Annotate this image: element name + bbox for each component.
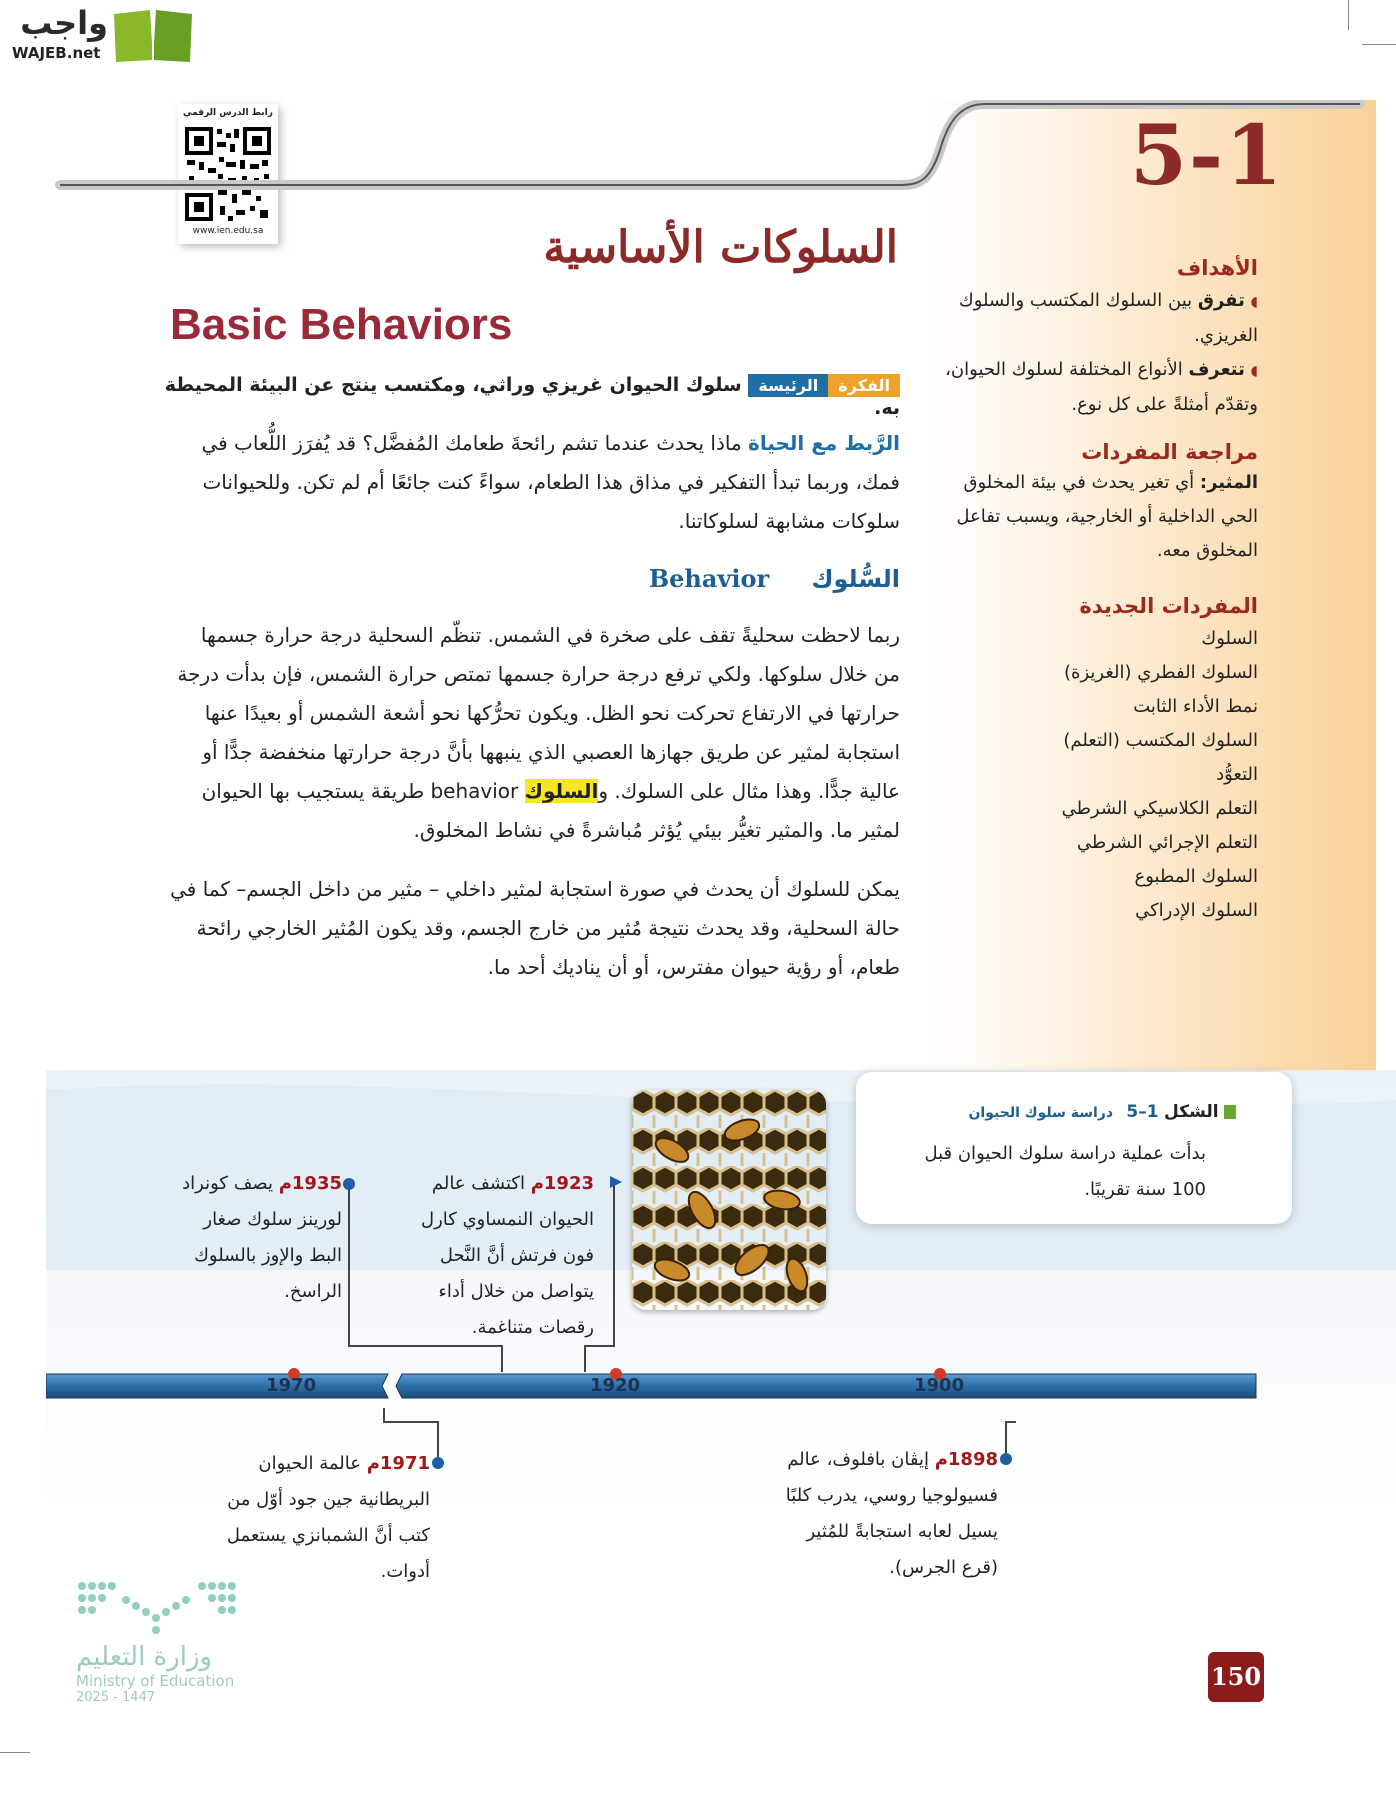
section-heading-en: Behavior <box>648 564 770 593</box>
section-heading <box>600 564 900 593</box>
vocab-item: نمط الأداء الثابت <box>1133 696 1258 717</box>
timeline-event-1935 <box>170 1166 342 1310</box>
figure-title: دراسة سلوك الحيوان <box>968 1105 1114 1121</box>
main-idea <box>160 374 900 419</box>
real-world-label: الرَّبط مع الحياة <box>748 431 900 455</box>
event-year: 1935م <box>278 1173 342 1194</box>
objective-1 <box>938 284 1258 353</box>
main-idea-tag-2: الرئيسة <box>748 374 828 397</box>
timeline-bar <box>46 1364 1262 1426</box>
tick-1970: 1970 <box>266 1375 317 1396</box>
ministry-dots-icon <box>76 1580 246 1636</box>
vocab-item: السلوك المطبوع <box>1134 866 1258 887</box>
tick-1900: 1900 <box>914 1375 965 1396</box>
figure-title-line <box>968 1102 1236 1122</box>
event-year: 1898م <box>934 1449 998 1470</box>
main-idea-text: سلوك الحيوان غريزي وراثي، ومكتسب ينتج عن البيئة المحيطة به. <box>164 374 900 419</box>
event-year: 1923م <box>530 1173 594 1194</box>
ministry-ar: وزارة التعليم <box>76 1642 213 1672</box>
figure-label: الشكل <box>1164 1102 1219 1122</box>
page-title-en: Basic Behaviors <box>170 300 513 349</box>
figure-square-icon <box>1224 1105 1236 1119</box>
event-text: اكتشف عالم الحيوان النمساوي كارل فون فرتش أنَّ النَّحل يتواصل من خلال أداء رقصات متناغمة. <box>421 1173 594 1338</box>
objective-1-verb: تفرق <box>1197 290 1245 311</box>
objectives-heading: الأهداف <box>1176 256 1258 280</box>
event-text: إيڤان بافلوف، عالم فسيولوجيا روسي، يدرب كلبًا يسيل لعابه استجابةً للمُثير (قرع الجرس). <box>785 1449 998 1578</box>
paragraph-1-b: behavior طريقة يستجيب بها الحيوان لمثير ما. والمثير تغيُّر بيئي يُؤثر مُباشرةً في نشاط المخلوق. <box>201 779 900 842</box>
vocab-item: السلوك المكتسب (التعلم) <box>1063 730 1258 751</box>
vocab-item: التعلم الكلاسيكي الشرطي <box>1061 798 1258 819</box>
section-heading-ar: السُّلوك <box>811 565 900 593</box>
event-text: عالمة الحيوان البريطانية جين جود أوّل من كتب أنَّ الشمبانزي يستعمل أدوات. <box>226 1453 430 1582</box>
new-vocab-list <box>938 622 1258 928</box>
paragraph-1 <box>170 616 900 850</box>
vocab-item: التعوُّد <box>1216 764 1258 785</box>
qr-caption: رابط الدرس الرقمي <box>183 108 273 118</box>
ministry-logo <box>76 1580 276 1730</box>
review-def: أي تغير يحدث في بيئة المخلوق الحي الداخلية أو الخارجية، ويسبب تفاعل المخلوق معه. <box>956 472 1258 561</box>
vocab-item: السلوك <box>1201 628 1258 649</box>
page-number: 150 <box>1208 1652 1264 1702</box>
ministry-year: 2025 - 1447 <box>76 1690 156 1705</box>
main-idea-tag: الفكرة <box>828 374 900 397</box>
wajeb-brand: واجب <box>20 4 108 42</box>
event-text: يصف كونراد لورينز سلوك صغار البط والإوز بالسلوك الراسخ. <box>182 1173 342 1302</box>
vocab-item: التعلم الإجرائي الشرطي <box>1076 832 1258 853</box>
timeline-event-1923 <box>412 1166 594 1346</box>
real-world-paragraph <box>170 424 900 541</box>
timeline-event-1898 <box>768 1442 998 1586</box>
figure-caption: بدأت عملية دراسة سلوك الحيوان قبل 100 سنة تقريبًا. <box>924 1143 1206 1200</box>
bullet-icon: ◖ <box>1250 294 1258 310</box>
review-heading: مراجعة المفردات <box>1081 440 1258 464</box>
figure-number: 1–5 <box>1126 1102 1159 1122</box>
qr-url: www.ien.edu.sa <box>192 226 264 236</box>
timeline-event-1971 <box>200 1446 430 1590</box>
wajeb-domain: WAJEB.net <box>12 44 101 62</box>
paragraph-1-a: ربما لاحظت سحليةً تقف على صخرة في الشمس. تنظّم السحلية درجة حرارة جسمها من خلال سلوكها. ولكي ترفع درجة حرارة جسمها تمتص حرارة الشمس، فإن بدأت درجة حرارتها في الارتفاع تحركت نحو الظل. ويكون تحرُّكها نحو أشعة الشمس أو بعيدًا عنها استجابة لمثير عن طريق جهازها العصبي الذي ينبهها بأنَّ درجة حرارتها منخفضة جدًّا أو عالية جدًّا. وهذا مثال على السلوك. و <box>177 623 900 803</box>
review-definition <box>938 466 1258 568</box>
ministry-en: Ministry of Education <box>76 1672 235 1690</box>
review-term: المثير: <box>1199 472 1258 493</box>
objective-2-text: الأنواع المختلفة لسلوك الحيوان، وتقدّم أمثلةً على كل نوع. <box>945 359 1258 415</box>
sidebar-content <box>938 256 1258 928</box>
real-world-text: ماذا يحدث عندما تشم رائحةَ طعامك المُفضَّل؟ قد يُفرَز اللُّعاب في فمك، وربما تبدأ التفكير في مذاق هذا الطعام، سواءً كنت جائعًا أم لم تكن. وللحيوانات سلوكات مشابهة لسلوكاتنا. <box>201 431 900 533</box>
book-icon <box>110 4 196 66</box>
highlighted-term: السلوك <box>524 779 599 803</box>
new-vocab-heading: المفردات الجديدة <box>1079 594 1258 618</box>
objective-1-text: بين السلوك المكتسب والسلوك الغريزي. <box>958 290 1258 346</box>
wajeb-logo <box>8 4 198 66</box>
vocab-item: السلوك الإدراكي <box>1135 900 1258 921</box>
objective-2-verb: تتعرف <box>1188 359 1245 380</box>
tick-1920: 1920 <box>590 1375 641 1396</box>
bullet-icon: ◖ <box>1250 363 1258 379</box>
objective-2 <box>938 353 1258 422</box>
lesson-number: 5-1 <box>1130 108 1285 204</box>
paragraph-2: يمكن للسلوك أن يحدث في صورة استجابة لمثير داخلي – مثير من داخل الجسم– كما في حالة السحلية، وقد يحدث نتيجة مُثير من خارج الجسم، وقد يكون المُثير الخارجي رائحة طعام، أو رؤية حيوان مفترس، أو أن يناديك أحد ما. <box>170 877 900 979</box>
event-year: 1971م <box>366 1453 430 1474</box>
page-title-ar: السلوكات الأساسية <box>543 222 898 273</box>
vocab-item: السلوك الفطري (الغريزة) <box>1064 662 1258 683</box>
